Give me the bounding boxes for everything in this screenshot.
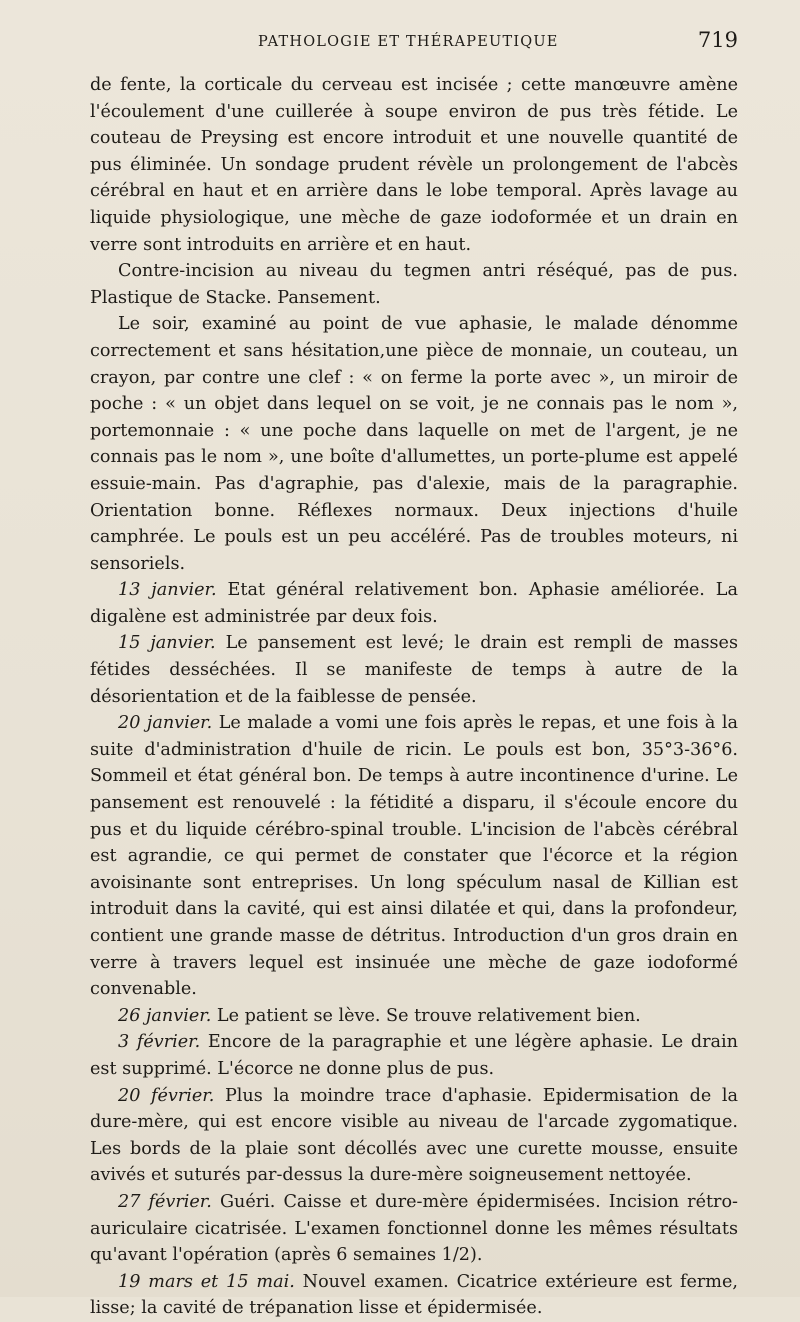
paragraph	[90, 258, 738, 311]
entry-date: 13 janvier.	[118, 580, 217, 601]
paragraph	[90, 630, 738, 710]
entry-date: 19 mars et 15 mai.	[118, 1271, 295, 1292]
paragraph-text: Guéri. Caisse et dure-mère épidermisées. Incision rétro-auriculaire cicatrisée. L'examen fonctionnel donne les mêmes résultats qu'avant l'opération (après 6 semaines 1/2).	[90, 1191, 738, 1266]
paragraph	[90, 72, 738, 258]
page-header	[90, 28, 738, 58]
paragraph-text: Nouvel examen. Cicatrice extérieure est ferme, lisse; la cavité de trépanation lisse et épidermisée.	[90, 1271, 738, 1319]
paragraph-text: Le pansement est levé; le drain est rempli de masses fétides desséchées. Il se manifeste de temps à autre de la désorientation et de la faiblesse de pensée.	[90, 633, 738, 707]
paragraph	[90, 1003, 738, 1030]
paragraph	[90, 710, 738, 1003]
paragraph	[90, 1269, 738, 1322]
entry-date: 27 février.	[118, 1191, 212, 1212]
paragraph-text: Plus la moindre trace d'aphasie. Epidermisation de la dure-mère, qui est encore visible au niveau de l'arcade zygomatique. Les bords de la plaie sont décollés avec une curette mousse, ensuite avivés et suturés par-dessus la dure-mère soigneusement nettoyée.	[90, 1085, 738, 1186]
paragraph-text: Le soir, examiné au point de vue aphasie, le malade dénomme correctement et sans hésitation,une pièce de monnaie, un couteau, un crayon, par contre une clef : « on ferme la porte avec », un miroir de poche : « un objet dans lequel on se voit, je ne connais pas le nom », portemonnaie : « une poche dans laquelle on met de l'argent, je ne connais pas le nom », une boîte d'allumettes, un porte-plume est appelé essuie-main. Pas d'agraphie, pas d'alexie, mais de la paragraphie. Orientation bonne. Réflexes normaux. Deux injections d'huile camphrée. Le pouls est un peu accéléré. Pas de troubles moteurs, ni sensoriels.	[90, 314, 738, 574]
body-text	[90, 72, 738, 1322]
paragraph-text: Contre-incision au niveau du tegmen antri réséqué, pas de pus. Plastique de Stacke. Pansement.	[90, 261, 738, 308]
entry-date: 20 janvier.	[118, 713, 213, 734]
paragraph-text: Le malade a vomi une fois après le repas, et une fois à la suite d'administration d'huile de ricin. Le pouls est bon, 35°3-36°6. Sommeil et état général bon. De temps à autre incontinence d'urine. Le pansement est renouvelé : la fétidité a disparu, il s'écoule encore du pus et du liquide cérébro-spinal trouble. L'incision de l'abcès cérébral est agrandie, ce qui permet de constater que l'écorce et la région avoisinante sont entreprises. Un long spéculum nasal de Killian est introduit dans la cavité, qui est ainsi dilatée et qui, dans la profondeur, contient une grande masse de détritus. Introduction d'un gros drain en verre à travers lequel est insinuée une mèche de gaze iodoformé convenable.	[90, 713, 738, 1000]
paragraph-text: Encore de la paragraphie et une légère aphasie. Le drain est supprimé. L'écorce ne donne plus de pus.	[90, 1032, 738, 1079]
paragraph	[90, 1083, 738, 1189]
entry-date: 20 février.	[118, 1085, 215, 1106]
paragraph-text: Le patient se lève. Se trouve relativement bien.	[211, 1005, 641, 1026]
paragraph	[90, 1029, 738, 1082]
entry-date: 26 janvier.	[118, 1005, 212, 1026]
paragraph	[90, 311, 738, 577]
paragraph	[90, 577, 738, 630]
page-number: 719	[697, 28, 738, 52]
paragraph-text: de fente, la corticale du cerveau est incisée ; cette manœuvre amène l'écoulement d'une cuillerée à soupe environ de pus très fétide. Le couteau de Preysing est encore introduit et une nouvelle quantité de pus éliminée. Un sondage prudent révèle un prolongement de l'abcès cérébral en haut et en arrière dans le lobe temporal. Après lavage au liquide physiologique, une mèche de gaze iodoformée et un drain en verre sont introduits en arrière et en haut.	[90, 75, 738, 255]
entry-date: 3 février.	[118, 1032, 201, 1053]
running-title: PATHOLOGIE ET THÉRAPEUTIQUE	[258, 34, 559, 50]
paragraph	[90, 1189, 738, 1269]
entry-date: 15 janvier.	[118, 633, 216, 654]
paragraph-text: Etat général relativement bon. Aphasie améliorée. La digalène est administrée par deux fois.	[90, 580, 738, 627]
